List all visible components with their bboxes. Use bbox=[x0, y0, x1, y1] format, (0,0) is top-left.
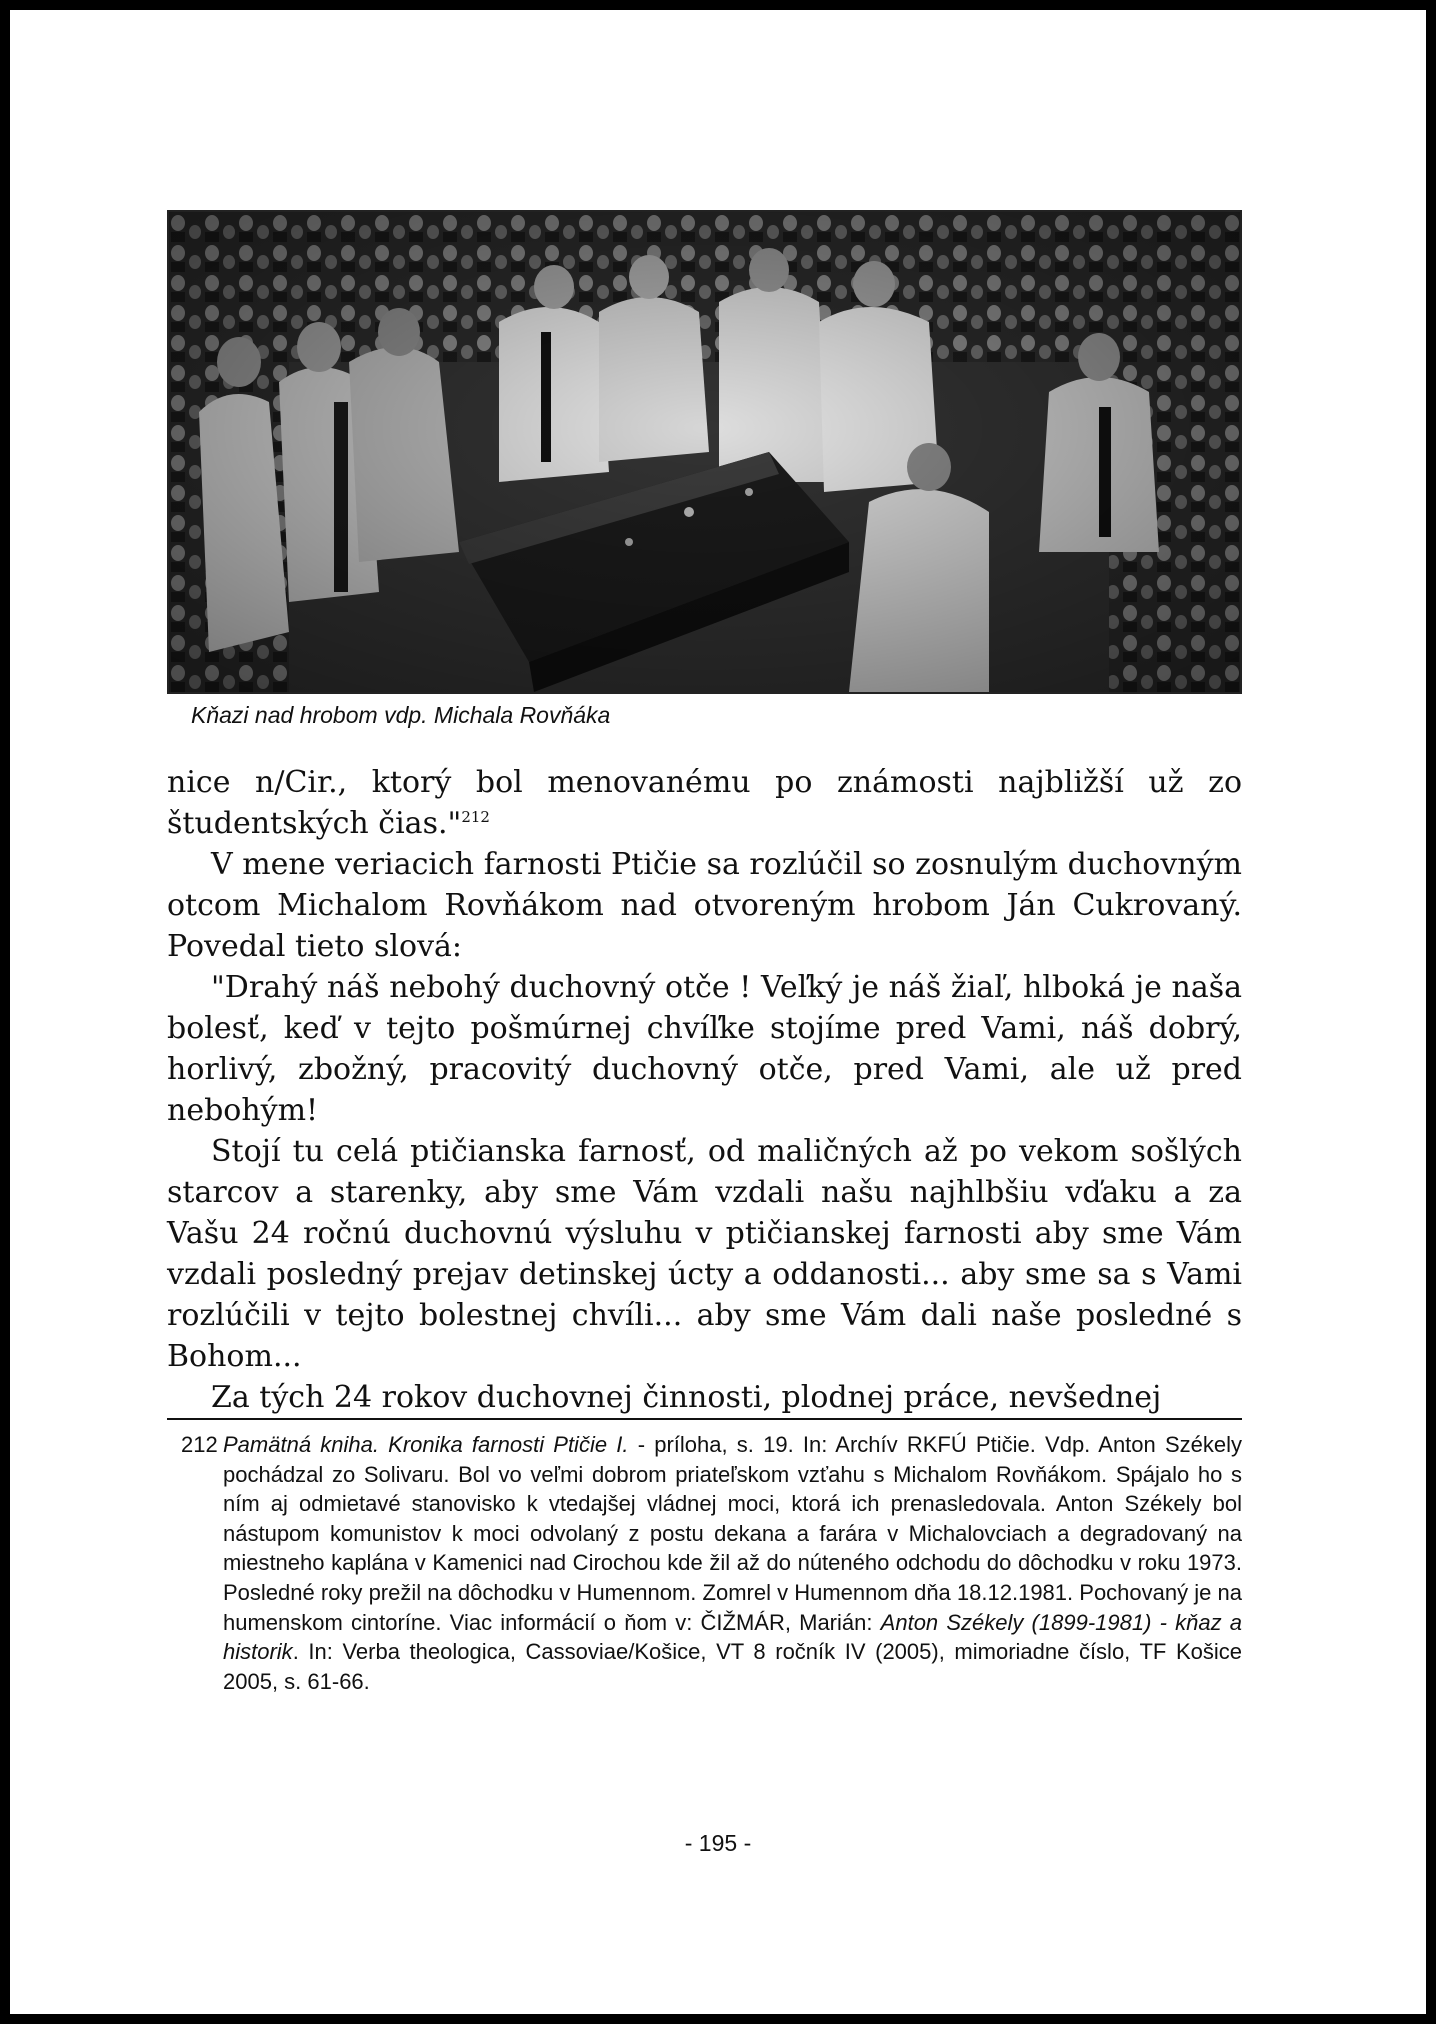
paragraph-3: "Drahý náš nebohý duchovný otče ! Veľký je náš žiaľ, hlboká je naša bolesť, keď v tejto pošmúrnej chvíľke stojíme pred Vami, náš dobrý, horlivý, zbožný, pracovitý duchovný otče, pred Vami, ale už pred nebohým! bbox=[167, 970, 1242, 1128]
paragraph-4: Stojí tu celá ptičianska farnosť, od maličných až po vekom sošlých starcov a starenky, aby sme Vám vzdali našu najhlbšiu vďaku a za Vašu 24 ročnú duchovnú výsluhu v ptičianskej farnosti aby sme Vám vzdali posledný prejav detinskej úcty a oddanosti... aby sme sa s Vami rozlúčili v tejto bolestnej chvíli... aby sme Vám dali naše posledné s Bohom... bbox=[167, 1134, 1242, 1374]
page-number: - 195 - bbox=[684, 1830, 752, 1856]
footnote-separator bbox=[167, 1418, 1242, 1420]
footnote-title: Pamätná kniha. Kronika farnosti Ptičie I. bbox=[223, 1432, 629, 1457]
funeral-photograph bbox=[167, 210, 1242, 694]
footnote-text bbox=[223, 1430, 1242, 1696]
paragraph-5: Za tých 24 rokov duchovnej činnosti, plodnej práce, nevšednej bbox=[211, 1380, 1162, 1415]
paragraph-1-text: nice n/Cir., ktorý bol menovanému po známosti najbližší už zo študentských čias." bbox=[167, 765, 1242, 841]
photo-image bbox=[169, 212, 1240, 692]
paragraph-1 bbox=[167, 762, 1242, 844]
footnote-reference: 212 bbox=[461, 808, 490, 826]
footnote-text-part-1: - príloha, s. 19. In: Archív RKFÚ Ptičie. Vdp. Anton Székely pochádzal zo Solivaru. Bol vo veľmi dobrom priateľskom vzťahu s Michalom Rovňákom. Spájalo ho s ním aj odmietavé stanovisko k vtedajšej vládnej moci, ktorá ich prenasledovala. Anton Székely bol nástupom komunistov k moci odvolaný z postu dekana a farára v Michalovciach a degradovaný na miestneho kaplána v Kamenici nad Cirochou kde žil až do núteného odchodu do dôchodku v roku 1973. Posledné roky prežil na dôchodku v Humennom. Zomrel v Humennom dňa 18.12.1981. Pochovaný je na humenskom cintoríne. Viac informácií o ňom v: ČIŽMÁR, Marián: bbox=[223, 1432, 1242, 1635]
main-text bbox=[167, 762, 1242, 1418]
footnote-text-part-2: . In: Verba theologica, Cassoviae/Košice, VT 8 ročník IV (2005), mimoriadne číslo, TF Košice 2005, s. 61-66. bbox=[223, 1639, 1242, 1694]
document-page bbox=[10, 10, 1426, 2014]
photo-caption: Kňazi nad hrobom vdp. Michala Rovňáka bbox=[191, 702, 611, 728]
footnote-number: 212 bbox=[181, 1432, 218, 1457]
paragraph-2: V mene veriacich farnosti Ptičie sa rozlúčil so zosnulým duchovným otcom Michalom Rovňákom nad otvoreným hrobom Ján Cukrovaný. Povedal tieto slová: bbox=[167, 847, 1242, 964]
footnote-reference-title: Anton Székely (1899-1981) - kňaz a historik bbox=[223, 1609, 1243, 1665]
footnote-212 bbox=[167, 1430, 1242, 1696]
